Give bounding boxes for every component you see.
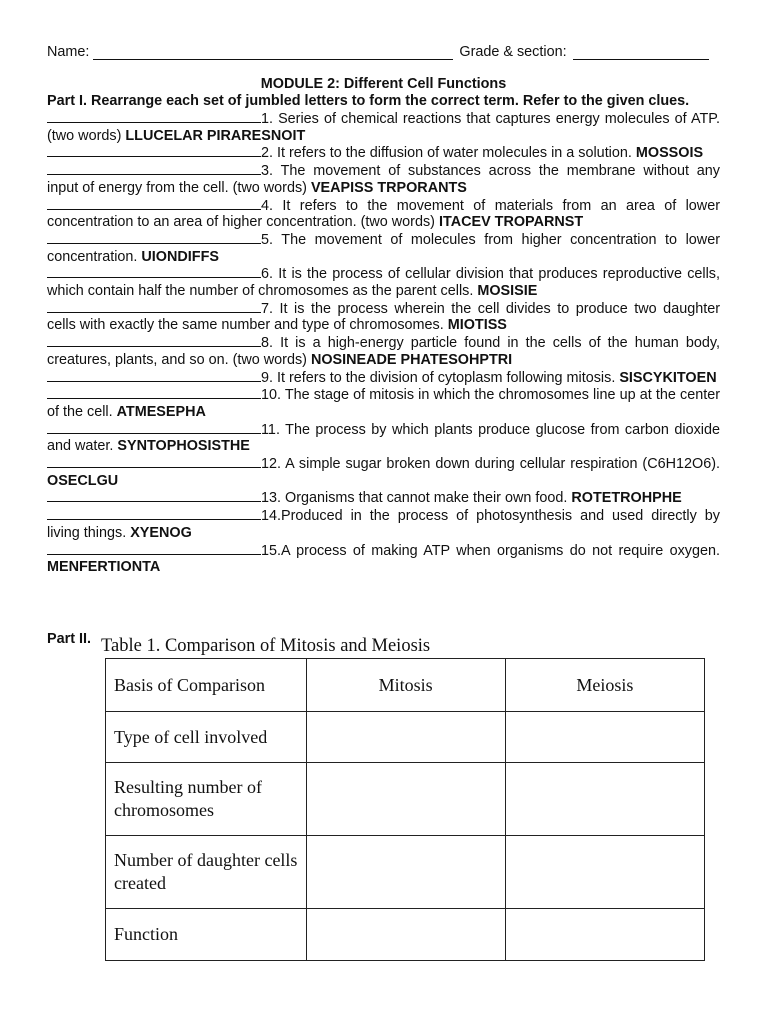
- list-item: [47, 421, 720, 455]
- list-item: [47, 386, 720, 420]
- worksheet-page: [47, 40, 720, 576]
- column-header: Basis of Comparison: [106, 659, 307, 712]
- item-clue: 4. It refers to the movement of materials from an area of lower concentration to an area of higher concentration. (two words): [47, 197, 720, 231]
- item-clue: 13. Organisms that cannot make their own food.: [261, 490, 568, 507]
- jumbled-letters: LLUCELAR PIRARESNOIT: [125, 127, 306, 144]
- answer-blank[interactable]: [47, 369, 261, 382]
- item-clue: 3. The movement of substances across the membrane without any input of energy from the cell. (two words): [47, 163, 720, 196]
- jumbled-letters: VEAPISS TRPORANTS: [310, 179, 467, 196]
- jumbled-letters: MOSSOIS: [635, 145, 704, 162]
- jumbled-letters: MOSISIE: [477, 283, 538, 300]
- answer-blank[interactable]: [47, 265, 261, 278]
- jumbled-letters: MIOTISS: [447, 317, 507, 334]
- column-header: Meiosis: [505, 659, 704, 712]
- answer-cell[interactable]: [505, 712, 704, 763]
- list-item: [47, 110, 720, 144]
- item-clue: 7. It is the process wherein the cell divides to produce two daughter cells with exactly the same number and type of chromosomes.: [47, 300, 720, 334]
- list-item: [47, 231, 720, 265]
- answer-blank[interactable]: [47, 489, 261, 502]
- answer-cell[interactable]: [505, 763, 704, 836]
- column-header: Mitosis: [306, 659, 505, 712]
- answer-blank[interactable]: [47, 334, 261, 347]
- list-item: [47, 197, 720, 231]
- jumbled-letters: XYENOG: [130, 524, 192, 541]
- list-item: [47, 265, 720, 299]
- answer-blank[interactable]: [47, 162, 261, 175]
- item-clue: 12. A simple sugar broken down during cellular respiration (C6H12O6).: [261, 456, 720, 473]
- jumbled-letters: UIONDIFFS: [141, 248, 219, 265]
- item-clue: 6. It is the process of cellular division that produces reproductive cells, which contain half the number of chromosomes as the parent cells.: [47, 266, 720, 300]
- answer-blank[interactable]: [47, 300, 261, 313]
- row-label: Number of daughter cells created: [106, 836, 307, 909]
- table-caption: Table 1. Comparison of Mitosis and Meiosis: [101, 636, 431, 656]
- answer-blank[interactable]: [47, 507, 261, 520]
- answer-cell[interactable]: [306, 909, 505, 961]
- item-clue: 15.A process of making ATP when organisms do not require oxygen.: [261, 542, 720, 559]
- list-item: [47, 334, 720, 368]
- item-clue: 9. It refers to the division of cytoplasm following mitosis.: [261, 369, 616, 386]
- table-row: [106, 836, 705, 909]
- jumbled-letters: ATMESEPHA: [116, 403, 206, 420]
- answer-blank[interactable]: [47, 386, 261, 399]
- answer-blank[interactable]: [47, 144, 261, 157]
- table-row: [106, 712, 705, 763]
- answer-blank[interactable]: [47, 542, 261, 555]
- item-clue: 1. Series of chemical reactions that captures energy molecules of ATP. (two words): [47, 111, 720, 144]
- list-item: [47, 455, 720, 489]
- list-item: [47, 542, 720, 576]
- name-label: Name:: [47, 44, 90, 60]
- jumbled-letters: OSECLGU: [47, 472, 119, 489]
- comparison-table: [105, 658, 705, 961]
- answer-blank[interactable]: [47, 231, 261, 244]
- table-row: [106, 763, 705, 836]
- name-blank[interactable]: [93, 45, 453, 60]
- answer-cell[interactable]: [505, 836, 704, 909]
- jumbled-letters: ITACEV TROPARNST: [438, 214, 584, 231]
- list-item: [47, 369, 720, 387]
- answer-blank[interactable]: [47, 197, 261, 210]
- jumbled-letters: SYNTOPHOSISTHE: [117, 438, 250, 455]
- row-label: Function: [106, 909, 307, 961]
- answer-cell[interactable]: [306, 836, 505, 909]
- table-row: [106, 909, 705, 961]
- jumbled-letters: ROTETROHPHE: [571, 490, 682, 507]
- answer-cell[interactable]: [306, 712, 505, 763]
- part1-instructions: Part I. Rearrange each set of jumbled letters to form the correct term. Refer to the given clues.: [47, 93, 690, 109]
- list-item: [47, 162, 720, 196]
- grade-label: Grade & section:: [459, 44, 567, 60]
- grade-blank[interactable]: [573, 45, 709, 60]
- list-item: [47, 144, 720, 162]
- answer-blank[interactable]: [47, 110, 261, 123]
- answer-blank[interactable]: [47, 421, 261, 434]
- part2-label: Part II.: [47, 631, 91, 647]
- item-clue: 11. The process by which plants produce glucose from carbon dioxide and water.: [47, 421, 720, 455]
- item-clue: 2. It refers to the diffusion of water molecules in a solution.: [261, 145, 632, 162]
- list-item: [47, 300, 720, 334]
- item-clue: 8. It is a high-energy particle found in the cells of the human body, creatures, plants, and so on. (two words): [47, 335, 720, 368]
- answer-cell[interactable]: [306, 763, 505, 836]
- table-header-row: [106, 659, 705, 712]
- header-line: [47, 40, 720, 60]
- answer-blank[interactable]: [47, 455, 261, 468]
- answer-cell[interactable]: [505, 909, 704, 961]
- module-title: MODULE 2: Different Cell Functions: [260, 76, 507, 92]
- row-label: Resulting number of chromosomes: [106, 763, 307, 836]
- jumbled-letters: MENFERTIONTA: [47, 559, 161, 576]
- row-label: Type of cell involved: [106, 712, 307, 763]
- item-clue: 14.Produced in the process of photosynthesis and used directly by living things.: [47, 508, 720, 541]
- part1-items: [47, 110, 720, 576]
- list-item: [47, 489, 720, 507]
- item-clue: 10. The stage of mitosis in which the chromosomes line up at the center of the cell.: [47, 387, 720, 420]
- jumbled-letters: SISCYKITOEN: [619, 369, 717, 386]
- list-item: [47, 507, 720, 541]
- item-clue: 5. The movement of molecules from higher concentration to lower concentration.: [47, 231, 720, 265]
- jumbled-letters: NOSINEADE PHATESOHPTRI: [310, 351, 513, 368]
